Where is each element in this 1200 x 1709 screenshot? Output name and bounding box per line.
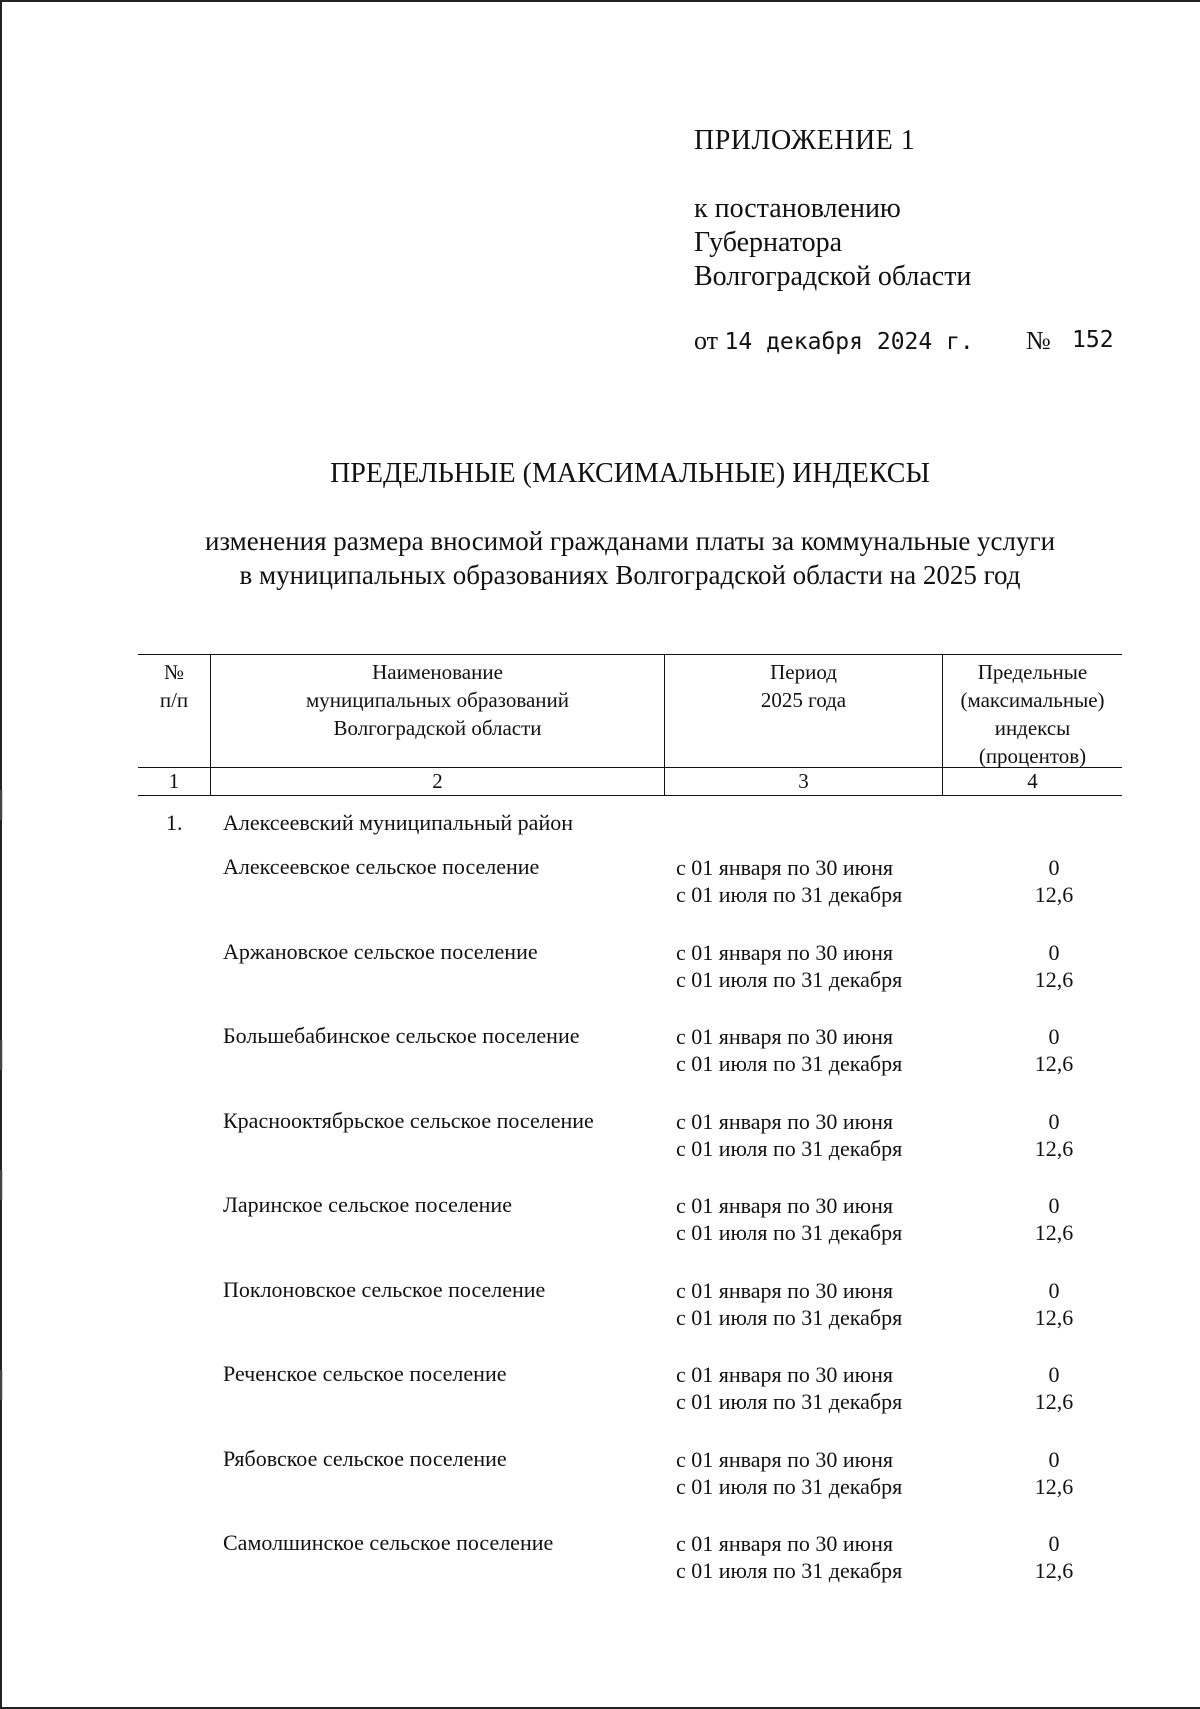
settlement-periods <box>676 939 902 993</box>
column-number: 1 <box>168 769 180 793</box>
index-value: 12,6 <box>1034 1051 1074 1076</box>
period-text: с 01 июля по 31 декабря <box>676 966 903 992</box>
date-prefix: от <box>694 326 719 355</box>
header-cell-index <box>942 655 1122 770</box>
period-text: с 01 июля по 31 декабря <box>676 1389 903 1414</box>
subtitle-line: изменения размера вносимой гражданами платы за коммунальные услуги <box>204 526 1056 556</box>
settlement-name: Краснооктябрьское сельское поселение <box>223 1107 594 1133</box>
resolution-line: Губернатора <box>694 227 843 258</box>
column-number: 2 <box>210 768 664 795</box>
settlement-indices <box>964 1530 1144 1584</box>
subtitle-line: в муниципальных образованиях Волгоградской области на 2025 год <box>239 560 1021 590</box>
settlement-indices <box>964 1446 1144 1500</box>
appendix-title: ПРИЛОЖЕНИЕ 1 <box>694 125 916 156</box>
index-value: 12,6 <box>1034 1389 1074 1414</box>
settlement-row <box>138 1526 1122 1611</box>
settlement-periods <box>676 1530 902 1584</box>
appendix-header <box>694 124 971 294</box>
index-value: 0 <box>1048 1193 1060 1218</box>
header-text: муниципальных образований <box>306 688 569 712</box>
settlement-periods <box>676 1023 902 1077</box>
number-label: № <box>1026 326 1051 355</box>
settlement-indices <box>964 1192 1144 1246</box>
settlement-indices <box>964 939 1144 993</box>
settlement-indices <box>964 1108 1144 1162</box>
index-value: 12,6 <box>1034 1220 1074 1245</box>
header-text: № <box>163 660 185 684</box>
period-text: с 01 января по 30 июня <box>676 1277 894 1303</box>
header-cell-number <box>138 655 210 770</box>
settlement-periods <box>676 1446 902 1500</box>
settlement-row <box>138 850 1122 935</box>
settlement-periods <box>676 1108 902 1162</box>
header-text: 2025 года <box>760 688 847 712</box>
header-text: (максимальные) <box>960 688 1105 712</box>
column-number-row <box>138 768 1122 796</box>
settlement-row <box>138 1019 1122 1104</box>
period-text: с 01 января по 30 июня <box>676 1024 894 1049</box>
scan-artifact <box>0 790 3 820</box>
settlement-periods <box>676 1277 902 1331</box>
column-number: 3 <box>664 768 942 795</box>
settlement-name: Поклоновское сельское поселение <box>223 1276 546 1302</box>
date-line <box>694 326 1114 356</box>
index-value: 12,6 <box>1034 1558 1074 1583</box>
column-number: 4 <box>942 768 1122 795</box>
header-cell-period <box>664 655 942 770</box>
settlement-name: Алексеевское сельское поселение <box>223 854 540 879</box>
period-text: с 01 июля по 31 декабря <box>676 1051 903 1076</box>
index-value: 12,6 <box>1034 882 1074 907</box>
settlement-row <box>138 1188 1122 1273</box>
index-value: 0 <box>1048 855 1060 880</box>
index-value: 12,6 <box>1034 1304 1074 1330</box>
index-value: 12,6 <box>1034 1135 1074 1161</box>
index-value: 12,6 <box>1034 1473 1074 1499</box>
period-text: с 01 января по 30 июня <box>676 855 894 880</box>
settlement-indices <box>964 1023 1144 1077</box>
resolution-line: Волгоградской области <box>694 261 972 292</box>
settlement-indices <box>964 1361 1144 1415</box>
table-header <box>138 654 1122 768</box>
header-text: Волгоградской области <box>333 716 542 740</box>
settlement-row <box>138 1357 1122 1442</box>
district-name: Алексеевский муниципальный район <box>223 810 573 835</box>
settlement-periods <box>676 1361 902 1415</box>
header-text: п/п <box>159 688 189 712</box>
header-text: (процентов) <box>978 744 1087 768</box>
subtitle <box>0 524 1200 592</box>
index-value: 0 <box>1048 1277 1060 1303</box>
period-text: с 01 января по 30 июня <box>676 939 894 965</box>
settlement-name: Ларинское сельское поселение <box>223 1192 512 1217</box>
period-text: с 01 января по 30 июня <box>676 1446 894 1472</box>
index-value: 0 <box>1048 1108 1060 1134</box>
settlement-row <box>138 1104 1122 1189</box>
period-text: с 01 июля по 31 декабря <box>676 882 903 907</box>
settlement-row <box>138 935 1122 1020</box>
index-value: 12,6 <box>1034 966 1074 992</box>
document-number: 152 <box>1072 327 1114 353</box>
index-value: 0 <box>1048 1531 1060 1556</box>
index-value: 0 <box>1048 939 1060 965</box>
period-text: с 01 июля по 31 декабря <box>676 1473 903 1499</box>
period-text: с 01 июля по 31 декабря <box>676 1135 903 1161</box>
period-text: с 01 июля по 31 декабря <box>676 1220 903 1245</box>
settlement-name: Рябовское сельское поселение <box>223 1445 507 1471</box>
resolution-line: к постановлению <box>694 193 901 224</box>
index-value: 0 <box>1048 1446 1060 1472</box>
scan-artifact <box>0 1170 3 1200</box>
scan-artifact <box>0 1370 3 1400</box>
header-text: Предельные <box>977 660 1088 684</box>
period-text: с 01 июля по 31 декабря <box>676 1304 903 1330</box>
settlement-row <box>138 1273 1122 1358</box>
indices-table <box>138 654 1122 1611</box>
header-cell-name <box>210 655 664 770</box>
district-row <box>138 796 1122 850</box>
period-text: с 01 января по 30 июня <box>676 1531 894 1556</box>
header-text: индексы <box>994 716 1071 740</box>
settlement-periods <box>676 1192 902 1246</box>
document-date: 14 декабря 2024 г. <box>724 329 974 355</box>
settlement-list <box>138 850 1122 1611</box>
period-text: с 01 июля по 31 декабря <box>676 1558 903 1583</box>
index-value: 0 <box>1048 1362 1060 1387</box>
scan-artifact <box>0 1040 3 1070</box>
settlement-name: Реченское сельское поселение <box>223 1361 507 1386</box>
settlement-indices <box>964 854 1144 908</box>
resolution-reference <box>694 192 971 294</box>
page-title: ПРЕДЕЛЬНЫЕ (МАКСИМАЛЬНЫЕ) ИНДЕКСЫ <box>330 458 930 489</box>
district-number: 1. <box>166 810 183 835</box>
index-value: 0 <box>1048 1024 1060 1049</box>
settlement-indices <box>964 1277 1144 1331</box>
header-text: Наименование <box>372 660 503 684</box>
header-text: Период <box>770 660 837 684</box>
settlement-row <box>138 1442 1122 1527</box>
period-text: с 01 января по 30 июня <box>676 1193 894 1218</box>
settlement-name: Самолшинское сельское поселение <box>223 1530 554 1555</box>
settlement-periods <box>676 854 902 908</box>
settlement-name: Большебабинское сельское поселение <box>223 1023 580 1048</box>
period-text: с 01 января по 30 июня <box>676 1362 894 1387</box>
settlement-name: Аржановское сельское поселение <box>223 938 538 964</box>
period-text: с 01 января по 30 июня <box>676 1108 894 1134</box>
